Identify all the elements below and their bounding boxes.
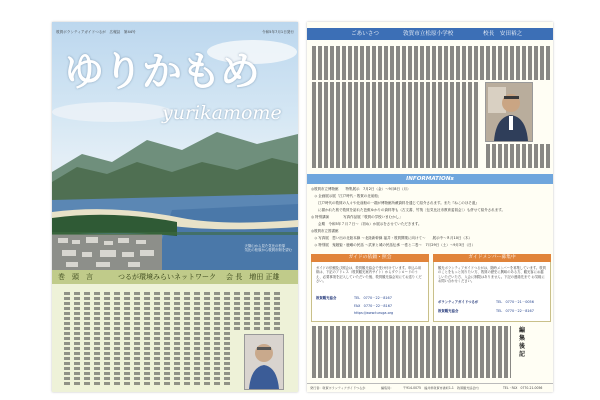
member-tel: TEL 0770－21－0056 — [496, 300, 534, 304]
newsletter-title: ゆりかもめ — [64, 48, 259, 95]
guide-phone: TEL 0770－22－8167 — [354, 296, 392, 300]
member-recruit-box — [433, 254, 551, 322]
closing-text — [311, 326, 511, 378]
greeting-header — [307, 28, 553, 40]
greeting-text-right — [485, 144, 551, 168]
greeting-label: ごあいさつ — [351, 31, 379, 37]
member-org: ボランティアガイドつるが — [438, 300, 479, 304]
article-author: 会 長 増田 正雄 — [226, 273, 280, 281]
info-line: ◎敦賀市立博物館 特集展示 7月2日（金）〜9月8日（月） — [311, 187, 411, 191]
guide-url[interactable]: https://www.turuga.org — [354, 311, 394, 315]
guide-fax: FAX 0770－22－8167 — [354, 304, 393, 308]
info-line: ◇ 特別展 鬼娘姫・鹿嶋の民話 〜武家と城の民話伝承 一巻と二巻〜 7月29日（土）〜9月3日（日） — [311, 243, 476, 247]
footer-tel: TEL・FAX 0770-21-0056 — [503, 386, 543, 390]
greeting-school: 敦賀市立松原小学校 — [403, 31, 454, 37]
article-body — [52, 284, 298, 392]
guide-request-text: ガイドの依頼及び照会は、敦賀観光協会で受け付けています。申込み用紙は、下記のアドレス（敦賀観光案内サイト）からダウンロードのうえ、必要事項を記入していただいた後、敦賀観光協会宛にてお送りください。 — [316, 266, 422, 284]
greeting-text-lower — [311, 82, 479, 168]
info-line: 江戸時代の敦賀の人々や北前船の一端が博物館所蔵資料を通じて紹介されます。また『ねこのほそ道』 — [311, 201, 479, 205]
member-office-tel: TEL 0770－22－8167 — [496, 309, 534, 313]
colophon — [307, 383, 553, 392]
principal-photo — [485, 82, 533, 142]
footer-publisher: 発行者：敦賀ボランティアガイドつるが — [310, 386, 366, 390]
footer-address: 〒914-0075 福井県敦賀市港町1-1 敦賀観光協会内 — [403, 386, 479, 390]
greeting-author: 校長 安田裕之 — [483, 31, 523, 37]
article-band — [52, 270, 298, 284]
guide-request-title: ガイドの依頼・照会 — [311, 254, 429, 262]
newsletter-back-page — [307, 22, 553, 392]
member-recruit-text: 観光ボランティアガイドつるがは、随時メンバーを募集しています。敦賀のことをもっと知りたい方、敦賀の歴史に興味のある方、観光客にお越しいただいた方、入会に制限はありません。下記の連絡先まで お気軽にお問い合わせください。 — [438, 266, 546, 284]
article-label: 巻 頭 言 — [58, 273, 93, 281]
member-recruit-title: ガイドメンバー募集中 — [433, 254, 551, 262]
footer-editor: 編集局： — [381, 386, 394, 390]
info-line: ◇ 写真展 思い出の北陸本線 〜北陸新幹線 福井・敦賀開業に向けて〜 展示中〜８月10日（木） — [311, 236, 472, 240]
newsletter-front-page — [52, 22, 298, 392]
info-line: ◇ 企画展示展「江戸時代・敦賀の北前船」 — [311, 194, 382, 198]
cover-photo — [52, 22, 298, 270]
info-line: ◎ 特別講演 写真作品展「敦賀の学校いまむかし」 — [311, 215, 403, 219]
info-line: 会期 令和5年７月７日〜（初め）か展示をさせていただきます。 — [311, 222, 422, 226]
greeting-text — [311, 46, 551, 80]
author-photo — [244, 334, 284, 390]
guide-phone-label: 敦賀観光協会 — [316, 296, 337, 300]
issue-label: 敦賀ボランティアガイドつるが 広報誌 第44号 — [56, 30, 136, 34]
member-office: 敦賀観光協会 — [438, 309, 459, 313]
info-line: ◎敦賀市立図書館 — [311, 229, 339, 233]
photo-caption: 天筒山から見た気比の松原 気比の松原から敦賀市街を望む — [244, 244, 292, 253]
guide-request-box — [311, 254, 429, 322]
issue-date: 令和5年7月1日発行 — [261, 30, 294, 34]
information-header: INFORMATIONs — [307, 174, 553, 184]
editor-note-label: 編集後記 — [519, 327, 526, 358]
info-line: に描かれた旅で敦賀を訪れた芭蕉ゆかりの資料等も（古文書、竹筏〔伝気比社市教育委員会〕）も併せて紹介されます。 — [311, 208, 505, 212]
newsletter-title-roman: yurikamome — [162, 102, 282, 124]
article-title: つるが環境みらいネットワーク — [118, 273, 216, 281]
